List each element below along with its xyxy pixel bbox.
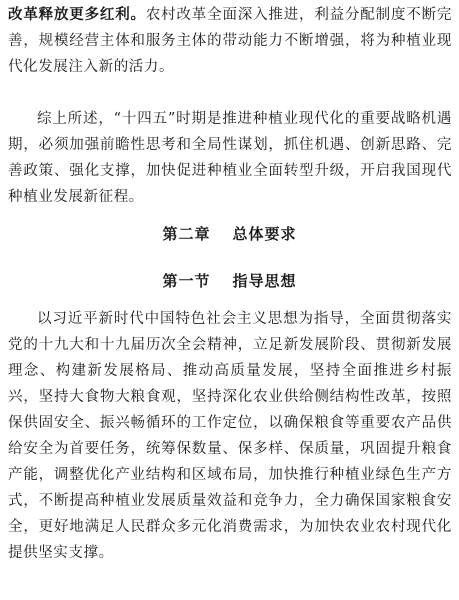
paragraph-guiding-ideology: 以习近平新时代中国特色社会主义思想为指导，全面贯彻落实党的十九大和十九届历次全会精神，立足新发展阶段、贯彻新发展理念、构建新发展格局、推动高质量发展，坚持全面推进乡村振兴，坚持大食物大粮食观，坚持深化农业供给侧结构性改革，按照保供固安全、振兴畅循环的工作定位，以确保粮食等重要农产品供给安全为首要任务，统筹保数量、保多样、保质量，巩固提升粮食产能，调整优化产业结构和区域布局，加快推行种植业绿色生产方式，不断提高种植业发展质量效益和竞争力，全力确保国家粮食安全，更好地满足人民群众多元化消费需求，为加快农业农村现代化提供坚实支撑。	[8, 311, 452, 561]
paragraph-text: 农村改革全面深入推进，利益分配制度不断完善，规模经营主体和服务主体的带动能力不断增强，将为种植业现代化发展注入新的活力。	[8, 7, 452, 75]
paragraph-bold-lead: 改革释放更多红利。	[8, 6, 146, 23]
section-heading	[0, 270, 459, 292]
paragraph-reform-dividend	[8, 2, 452, 80]
section-number: 第一节	[162, 272, 211, 290]
chapter-number: 第二章	[162, 225, 211, 243]
section-title: 指导思想	[232, 272, 297, 290]
paragraph-summary: 综上所述，“十四五”时期是推进种植业现代化的重要战略机遇期，必须加强前瞻性思考和全局性谋划，抓住机遇、创新思路、完善政策、强化支撑，加快促进种植业全面转型升级，开启我国现代种植业发展新征程。	[8, 111, 452, 205]
chapter-title: 总体要求	[232, 225, 297, 243]
chapter-heading	[0, 223, 459, 245]
